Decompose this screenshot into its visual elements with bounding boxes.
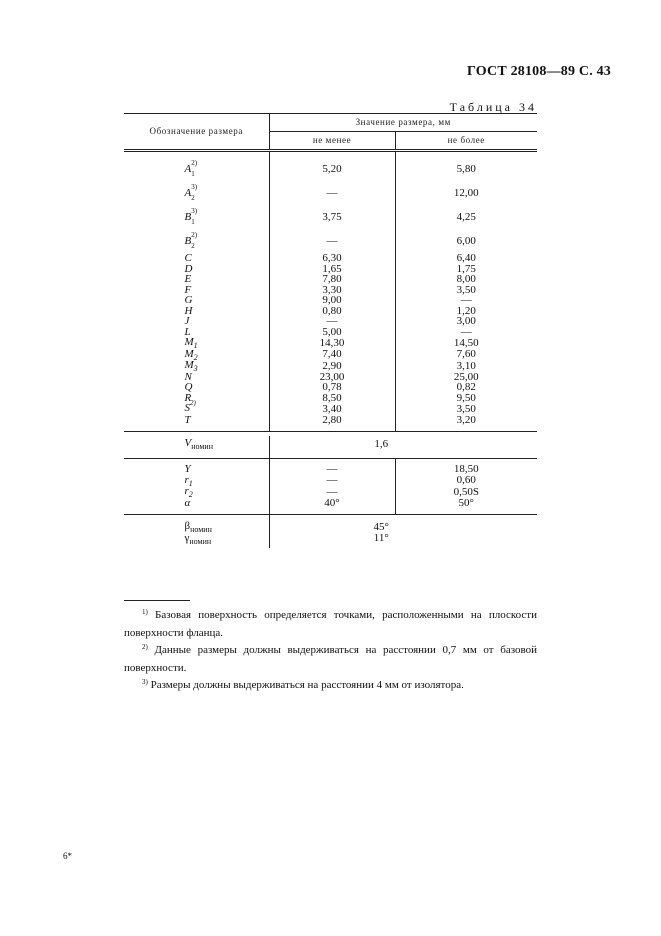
- dimension-symbol: $M_3$: [184, 359, 198, 373]
- value-max: 3,00: [395, 316, 537, 327]
- dimension-symbol: Y: [184, 463, 191, 475]
- footnote-mark: 2): [142, 643, 148, 651]
- v-nomin-value: 1,6: [269, 436, 537, 452]
- value-max: —: [395, 295, 537, 306]
- value-max: 3,10: [395, 360, 537, 372]
- value-max: 25,00: [395, 372, 537, 383]
- value-min: 0,78: [269, 382, 395, 393]
- value-min: 5,00: [269, 327, 395, 338]
- footnote-mark: 3): [142, 678, 148, 686]
- page-header: ГОСТ 28108—89 С. 43: [467, 64, 611, 79]
- table-row-v-nomin: [124, 436, 537, 452]
- dimension-symbol: F: [184, 283, 192, 296]
- dimension-symbol: α: [184, 496, 191, 509]
- footnote-rule: [124, 600, 190, 601]
- value-min: 5,20: [269, 157, 395, 181]
- value-min: 14,30: [269, 337, 395, 349]
- value-max: 7,60: [395, 349, 537, 361]
- value-min: 2,80: [269, 415, 395, 426]
- value-max: 12,00: [395, 181, 537, 205]
- value-min: 2,90: [269, 360, 395, 372]
- value-min: 3,40: [269, 403, 395, 415]
- dimension-symbol: D: [184, 262, 193, 275]
- footnote-1: [124, 607, 537, 642]
- value-min: 9,00: [269, 295, 395, 306]
- dimension-symbol: A 3) 2: [184, 183, 198, 203]
- value-min: —: [269, 316, 395, 327]
- footnote-3: [124, 677, 537, 695]
- table-body-extra: [124, 459, 537, 515]
- dimension-symbol: $M_1$: [184, 336, 198, 350]
- value-min: —: [269, 486, 395, 498]
- dimension-symbol: $r_2$: [184, 485, 193, 499]
- dimension-symbol: Q: [184, 381, 193, 393]
- table-row: [124, 181, 537, 205]
- angle-value: 11°: [269, 533, 537, 545]
- value-max: 8,00: [395, 274, 537, 285]
- value-min: 7,80: [269, 274, 395, 285]
- v-nomin-symbol: $V_{номин}$: [184, 437, 213, 452]
- value-max: 4,25: [395, 205, 537, 229]
- dimension-symbol: J: [184, 315, 190, 327]
- value-min: 0,80: [269, 306, 395, 317]
- header-value: Значение размера, мм: [269, 114, 537, 132]
- dimension-table-container: [124, 113, 537, 548]
- value-max: 3,50: [395, 403, 537, 415]
- value-max: 0,82: [395, 382, 537, 393]
- value-max: 1,75: [395, 264, 537, 275]
- value-min: 3,30: [269, 285, 395, 296]
- table-body-v: [124, 432, 537, 459]
- value-min: —: [269, 229, 395, 253]
- value-min: —: [269, 181, 395, 205]
- header-designation: Обозначение размера: [124, 114, 269, 151]
- dimension-symbol: G: [184, 294, 193, 306]
- value-max: 0,60: [395, 475, 537, 487]
- value-min: 7,40: [269, 349, 395, 361]
- footnote-mark: 1): [142, 608, 148, 616]
- table-row: [124, 229, 537, 253]
- value-max: 3,20: [395, 415, 537, 426]
- value-min: 8,50: [269, 393, 395, 404]
- value-min: 1,65: [269, 264, 395, 275]
- footnote-text: Базовая поверхность определяется точками, расположенными на плоскости поверхности фланца.: [124, 609, 537, 639]
- dimension-symbol: T: [184, 413, 191, 426]
- value-max: 0,50S: [395, 486, 537, 498]
- table-body-angles: [124, 515, 537, 549]
- value-min: 3,75: [269, 205, 395, 229]
- dimension-table: [124, 113, 537, 548]
- header-min: не менее: [269, 132, 395, 151]
- dimension-symbol: $S^{2)}$: [184, 399, 196, 414]
- table-row: [124, 498, 537, 509]
- dimension-symbol: B 2) 2: [184, 231, 198, 251]
- angle-value: 45°: [269, 521, 537, 533]
- dimension-symbol: $r_1$: [184, 473, 193, 488]
- dimension-symbol: A 2) 1: [184, 159, 198, 179]
- dimension-symbol: $M_2$: [184, 347, 198, 362]
- table-row-angle: [124, 533, 537, 545]
- dimension-symbol: E: [184, 273, 192, 285]
- table-row: [124, 415, 537, 426]
- dimension-symbol: C: [184, 252, 192, 264]
- value-max: 9,50: [395, 393, 537, 404]
- dimension-symbol: L: [184, 325, 191, 338]
- value-max: 6,40: [395, 253, 537, 264]
- value-min: 23,00: [269, 372, 395, 383]
- dimension-symbol: B 3) 1: [184, 207, 198, 227]
- table-row: [124, 205, 537, 229]
- dimension-symbol: H: [184, 304, 193, 317]
- dimension-symbol: R: [184, 391, 192, 404]
- value-max: 5,80: [395, 157, 537, 181]
- value-min: 6,30: [269, 253, 395, 264]
- angle-symbol: $\gamma_{номин}$: [184, 531, 212, 546]
- table-body-main: [124, 151, 537, 432]
- footnote-text: Размеры должны выдерживаться на расстоянии 4 мм от изолятора.: [150, 679, 464, 691]
- value-max: 18,50: [395, 464, 537, 475]
- header-max: не более: [395, 132, 537, 151]
- value-max: 6,00: [395, 229, 537, 253]
- value-max: —: [395, 327, 537, 338]
- table-row: [124, 157, 537, 181]
- value-max: 3,50: [395, 285, 537, 296]
- dimension-symbol: N: [184, 370, 192, 383]
- footnote-text: Данные размеры должны выдерживаться на расстоянии 0,7 мм от базовой поверхности.: [124, 644, 537, 674]
- value-max: 14,50: [395, 337, 537, 349]
- page-mark: 6*: [63, 851, 72, 861]
- table-label: Таблица 34: [449, 100, 537, 114]
- value-min: —: [269, 464, 395, 475]
- value-min: —: [269, 475, 395, 487]
- value-max: 1,20: [395, 306, 537, 317]
- value-max: 50°: [395, 498, 537, 509]
- footnote-2: [124, 642, 537, 677]
- value-min: 40°: [269, 498, 395, 509]
- angle-symbol: $\beta_{номин}$: [184, 520, 212, 534]
- footnotes: [124, 600, 537, 695]
